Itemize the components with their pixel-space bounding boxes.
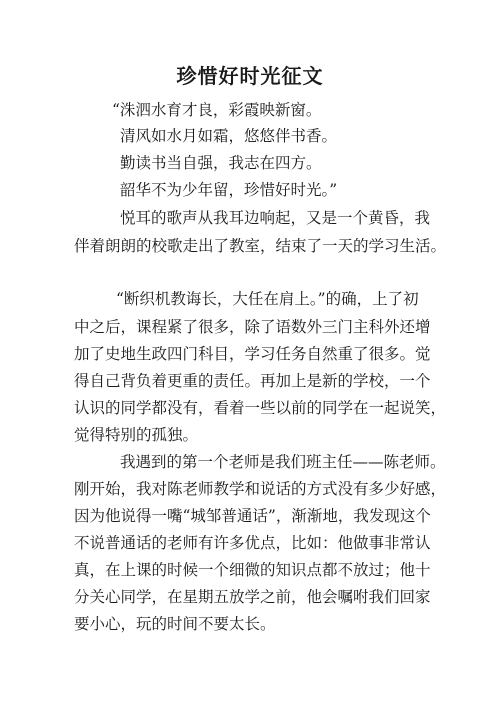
- poem-line: “洙泗水育才良，彩霞映新窗。: [112, 101, 322, 119]
- poem-line: 韶华不为少年留，珍惜好时光。”: [120, 181, 338, 199]
- paragraph-line: 得自己背负着更重的责任。再加上是新的学校，一个: [74, 372, 431, 390]
- paragraph-line: 我遇到的第一个老师是我们班主任——陈老师。: [120, 453, 446, 471]
- paragraph-line: 认识的同学都没有，看着一些以前的同学在一起说笑，: [74, 399, 447, 417]
- paragraph-line: 因为他说得一嘴“城邹普通话”，渐渐地，我发现这个: [74, 507, 431, 525]
- paragraph-line: 伴着朗朗的校歌走出了教室，结束了一天的学习生活。: [74, 237, 447, 255]
- paragraph-line: 分关心同学，在星期五放学之前，他会嘱咐我们回家: [74, 588, 431, 606]
- paragraph-line: 中之后，课程紧了很多，除了语数外三门主科外还增: [74, 318, 431, 336]
- document-title: 珍惜好时光征文: [176, 64, 324, 88]
- poem-line: 勤读书当自强，我志在四方。: [120, 154, 322, 172]
- paragraph-line: 不说普通话的老师有许多优点，比如：他做事非常认: [74, 534, 431, 552]
- paragraph-line: 要小心，玩的时间不要太长。: [74, 615, 276, 633]
- paragraph-line: 觉得特别的孤独。: [74, 426, 199, 444]
- paragraph-line: 真，在上课的时候一个细微的知识点都不放过；他十: [74, 561, 431, 579]
- paragraph-line: 悦耳的歌声从我耳边响起，又是一个黄昏，我: [120, 209, 431, 227]
- poem-line: 清风如水月如霜，悠悠伴书香。: [120, 127, 338, 145]
- paragraph-line: “断织机教诲长，大任在肩上。”的确，上了初: [116, 290, 419, 308]
- paragraph-line: 刚开始，我对陈老师教学和说话的方式没有多少好感，: [74, 480, 447, 498]
- paragraph-line: 加了史地生政四门科目，学习任务自然重了很多。觉: [74, 345, 431, 363]
